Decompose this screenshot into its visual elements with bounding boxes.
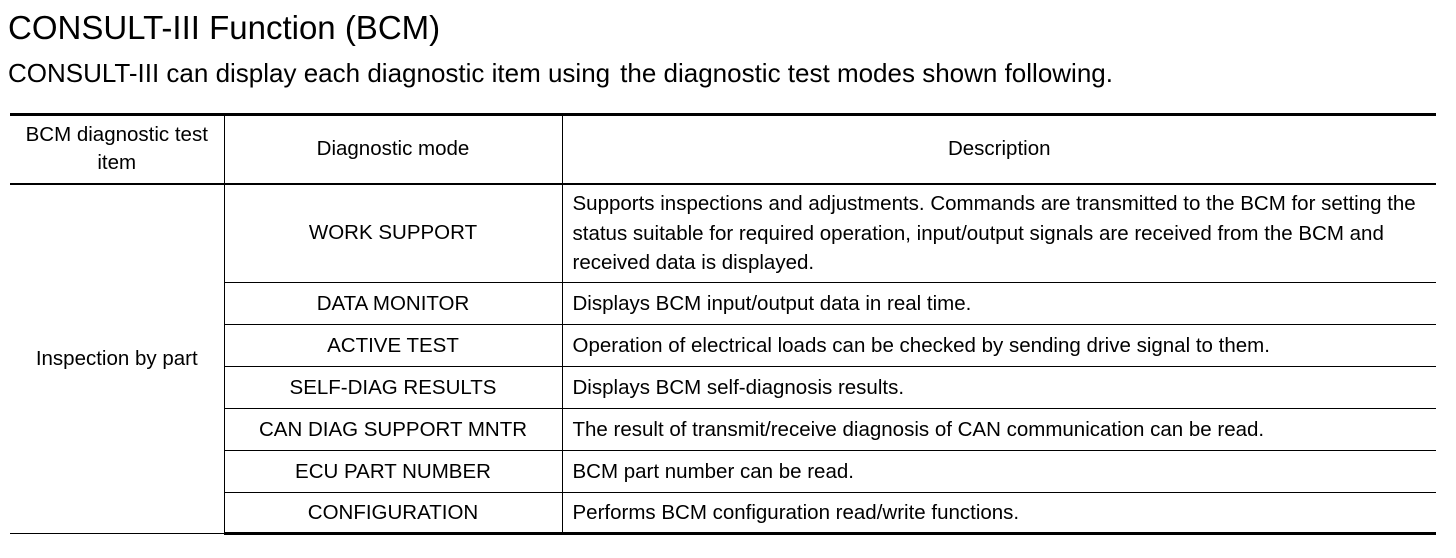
description-cell: Displays BCM input/output data in real time. xyxy=(562,283,1436,325)
header-diagnostic-mode: Diagnostic mode xyxy=(224,115,562,184)
mode-cell: ACTIVE TEST xyxy=(224,325,562,367)
test-item-cell: Inspection by part xyxy=(10,184,224,534)
description-cell: The result of transmit/receive diagnosis of CAN communication can be read. xyxy=(562,409,1436,451)
description-cell: Displays BCM self-diagnosis results. xyxy=(562,367,1436,409)
mode-cell: CAN DIAG SUPPORT MNTR xyxy=(224,409,562,451)
description-cell: Supports inspections and adjustments. Commands are transmitted to the BCM for setting the status suitable for required operation, input/output signals are received from the BCM and received data is displayed. xyxy=(562,184,1436,283)
description-cell: Operation of electrical loads can be checked by sending drive signal to them. xyxy=(562,325,1436,367)
mode-cell: DATA MONITOR xyxy=(224,283,562,325)
diagnostic-mode-table xyxy=(10,113,1436,535)
table-header-row xyxy=(10,115,1436,184)
header-test-item: BCM diagnostic test item xyxy=(10,115,224,184)
table-row xyxy=(10,451,1436,493)
table-row xyxy=(10,325,1436,367)
table-row xyxy=(10,493,1436,534)
description-cell: BCM part number can be read. xyxy=(562,451,1436,493)
subtitle-part-2: the diagnostic test modes shown following. xyxy=(620,58,1113,88)
subtitle-part-1: CONSULT-III can display each diagnostic item using xyxy=(8,58,611,88)
table-row xyxy=(10,283,1436,325)
description-cell: Performs BCM configuration read/write functions. xyxy=(562,493,1436,534)
mode-cell: ECU PART NUMBER xyxy=(224,451,562,493)
mode-cell: CONFIGURATION xyxy=(224,493,562,534)
page-subtitle xyxy=(8,56,1113,90)
mode-cell: SELF-DIAG RESULTS xyxy=(224,367,562,409)
mode-cell: WORK SUPPORT xyxy=(224,184,562,283)
page-title: CONSULT-III Function (BCM) xyxy=(8,9,441,46)
table-row xyxy=(10,367,1436,409)
header-description: Description xyxy=(562,115,1436,184)
table-row xyxy=(10,184,1436,283)
table-row xyxy=(10,409,1436,451)
